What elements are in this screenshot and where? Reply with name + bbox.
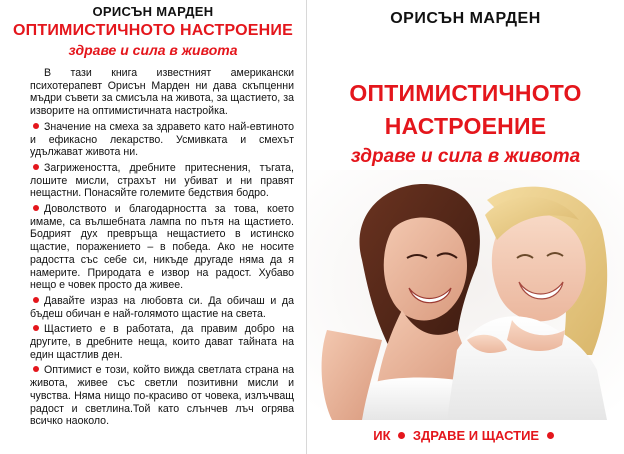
intro-paragraph: В тази книга известният американски психотерапевт Орисън Марден ни дава скъпценни мъдри съвети за смисъла на живота, за щастието, за изворите на оптимистичната настройка. xyxy=(30,67,294,118)
blurb-point xyxy=(30,121,294,159)
front-title-line1: ОПТИМИСТИЧНОТО xyxy=(349,80,582,106)
front-title-line2: НАСТРОЕНИЕ xyxy=(384,113,547,139)
blurb-point-text: Давайте израз на любовта си. Да обичаш и да бъдеш обичан е най-голямото щастие на света. xyxy=(30,294,294,320)
blurb-point xyxy=(30,203,294,292)
blurb-point-text: Оптимист е този, който вижда светлата страна на живота, живее със светли позитивни мисли и чувства. Няма нищо по-красиво от човека, излъчващ радост и светлина.Той като слънчев лъч огрява всичко наоколо. xyxy=(30,364,294,428)
bullet-icon xyxy=(33,205,39,211)
publisher-prefix: ИК xyxy=(373,428,391,443)
blurb-point-text: Щастието е в работата, да правим добро на другите, в дребните неща, които дават тайната на един щастлив ден. xyxy=(30,323,294,361)
bullet-icon xyxy=(33,123,39,129)
front-cover xyxy=(307,0,624,454)
bullet-icon xyxy=(33,325,39,331)
blurb-point xyxy=(30,323,294,361)
blurb-point xyxy=(30,162,294,200)
blurb-point-text: Значение на смеха за здравето като най-евтиното и ефикасно лекарство. Усмивката и смехът удължават живота ни. xyxy=(30,120,294,159)
back-blurb xyxy=(30,67,294,431)
back-cover xyxy=(0,0,306,454)
publisher-name: ЗДРАВЕ И ЩАСТИЕ xyxy=(412,428,540,443)
bullet-icon xyxy=(398,432,405,439)
bullet-icon xyxy=(33,366,39,372)
blurb-point-text: Загрижеността, дребните притеснения, тъгата, лошите мисли, страхът ни убиват и ни правят нещастни. Понасяйте големите бедствия бодро. xyxy=(30,161,294,200)
bullet-icon xyxy=(33,297,39,303)
blurb-point xyxy=(30,364,294,428)
bullet-icon xyxy=(33,164,39,170)
blurb-point-text: Доволството и благодарността за това, което имаме, са вълшебната лампа по пътя на щастието. Бодрият дух превръща нещастието в истинско щастие, поражението – в победа. Ако не носите радостта със себе си, никъде другаде няма да я намерите. Природата е извор на радост. Хубаво нещо е човек просто да живее. xyxy=(30,203,294,292)
publisher-line xyxy=(307,428,624,443)
bullet-icon xyxy=(547,432,554,439)
front-subtitle: здраве и сила в живота xyxy=(350,146,581,167)
back-subtitle: здраве и сила в живота xyxy=(68,42,238,58)
back-title: ОПТИМИСТИЧНОТО НАСТРОЕНИЕ xyxy=(13,22,293,39)
cover-photo xyxy=(307,170,624,420)
back-author: ОРИСЪН МАРДЕН xyxy=(92,4,214,19)
front-author: ОРИСЪН МАРДЕН xyxy=(390,10,541,27)
blurb-point xyxy=(30,295,294,320)
